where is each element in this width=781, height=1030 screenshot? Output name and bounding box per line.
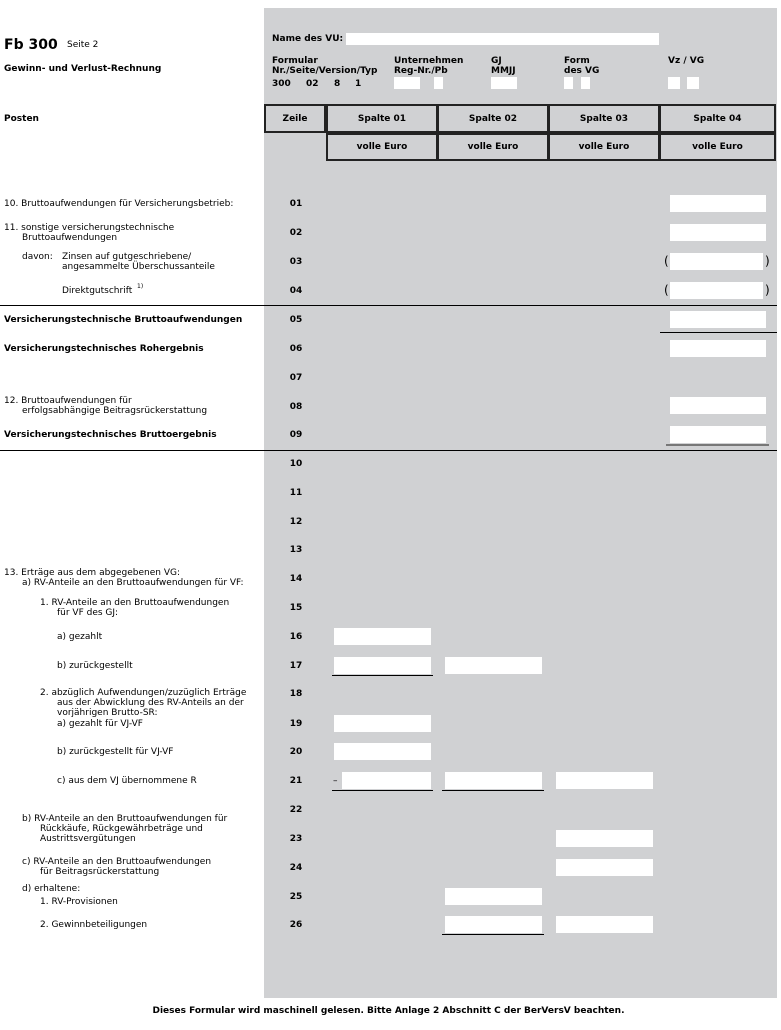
row-04-spalte-04[interactable] [670,282,763,299]
form-subtitle: Gewinn- und Verlust-Rechnung [4,64,162,74]
row-23-spalte-03[interactable] [556,830,653,847]
row-08-zeile: 08 [289,402,303,412]
row-05-underline [660,332,777,333]
unit-04-header: volle Euro [659,133,776,161]
row-25-zeile: 25 [289,892,303,902]
row-26-label: 2. Gewinnbeteiligungen [40,920,148,930]
row-12-zeile: 12 [289,517,303,527]
row-26-spalte-02[interactable] [445,916,542,933]
row-05-zeile: 05 [289,315,303,325]
row-21-zeile: 21 [289,776,303,786]
row-18-label3: vorjährigen Brutto-SR: [57,708,158,718]
row-03-label: Zinsen auf gutgeschriebene/ [62,252,192,262]
unternehmen-label: Unternehmen [394,56,464,66]
row-05-spalte-04[interactable] [670,311,766,328]
row-24-spalte-03[interactable] [556,859,653,876]
row-03-label2: angesammelte Überschussanteile [62,262,215,272]
form-code: Fb 300 [4,37,58,53]
row-20-label: b) zurückgestellt für VJ-VF [57,747,174,757]
row-02-spalte-04[interactable] [670,224,766,241]
row-16-spalte-01[interactable] [334,628,431,645]
row-09-zeile: 09 [289,430,303,440]
row-24-label: c) RV-Anteile an den Bruttoaufwendungen [22,857,212,867]
row-17-zeile: 17 [289,661,303,671]
row-04-label: Direktgutschrift [62,286,133,296]
row-06-spalte-04[interactable] [670,340,766,357]
row-17-underline [332,675,433,676]
formular-value-typ: 1 [355,79,362,89]
vz-label: Vz / VG [668,56,705,66]
row-17-spalte-02[interactable] [445,657,542,674]
row-19-label: a) gezahlt für VJ-VF [57,719,143,729]
row-04-paren-close: ) [765,283,770,297]
row-19-spalte-01[interactable] [334,715,431,732]
reg-nr-input[interactable] [394,77,420,89]
section-divider-1 [0,305,777,306]
row-21-underline-01 [332,790,433,791]
row-26-underline-02 [442,934,544,935]
row-06-label: Versicherungstechnisches Rohergebnis [4,344,204,354]
row-20-spalte-01[interactable] [334,743,431,760]
row-15-label2: für VF des GJ: [57,608,119,618]
row-03-paren-open: ( [664,254,669,268]
row-19-zeile: 19 [289,719,303,729]
row-15-zeile: 15 [289,603,303,613]
row-22-label3: Austrittsvergütungen [40,834,136,844]
unternehmen-sub: Reg-Nr./Pb [394,66,448,76]
row-03-zeile: 03 [289,257,303,267]
row-08-label2: erfolgsabhängige Beitragsrückerstattung [22,406,208,416]
row-21-spalte-01[interactable] [342,772,431,789]
unit-02-header: volle Euro [437,133,549,161]
row-23-zeile: 23 [289,834,303,844]
gj-input[interactable] [491,77,517,89]
spalte-03-header: Spalte 03 [548,104,660,133]
form-input-1[interactable] [564,77,573,89]
row-06-zeile: 06 [289,344,303,354]
unit-01-header: volle Euro [326,133,438,161]
row-26-spalte-03[interactable] [556,916,653,933]
vg-input[interactable] [687,77,699,89]
row-24-zeile: 24 [289,863,303,873]
form-input-2[interactable] [581,77,590,89]
row-05-label: Versicherungstechnische Bruttoaufwendungen [4,315,243,325]
gj-sub: MMJJ [491,66,516,76]
row-07-zeile: 07 [289,373,303,383]
row-22-label2: Rückkäufe, Rückgewährbeträge und [40,824,203,834]
row-21-spalte-03[interactable] [556,772,653,789]
row-20-zeile: 20 [289,747,303,757]
row-22-zeile: 22 [289,805,303,815]
row-03-prefix: davon: [22,252,53,262]
row-01-spalte-04[interactable] [670,195,766,212]
row-02-label: 11. sonstige versicherungstechnische [4,223,175,233]
row-22-label: b) RV-Anteile an den Bruttoaufwendungen für [22,814,228,824]
row-02-zeile: 02 [289,228,303,238]
spalte-04-header: Spalte 04 [659,104,776,133]
row-17-spalte-01[interactable] [334,657,431,674]
row-09-underline [666,444,769,446]
row-01-zeile: 01 [289,199,303,209]
row-21-spalte-02[interactable] [445,772,542,789]
unit-03-header: volle Euro [548,133,660,161]
formular-sub: Nr./Seite/Version/Typ [272,66,378,76]
row-14-label: 13. Erträge aus dem abgegebenen VG: [4,568,181,578]
form-label: Form [564,56,590,66]
form-sub: des VG [564,66,600,76]
vz-input[interactable] [668,77,680,89]
row-09-label: Versicherungstechnisches Bruttoergebnis [4,430,217,440]
row-16-label: a) gezahlt [57,632,103,642]
spalte-01-header: Spalte 01 [326,104,438,133]
gj-label: GJ [491,56,502,66]
row-18-zeile: 18 [289,689,303,699]
footer-note: Dieses Formular wird maschinell gelesen. Bitte Anlage 2 Abschnitt C der BerVersV beachten. [152,1006,625,1016]
section-divider-2 [0,450,777,451]
row-04-paren-open: ( [664,283,669,297]
row-14-zeile: 14 [289,574,303,584]
posten-header: Posten [4,114,39,124]
pb-input[interactable] [434,77,443,89]
row-04-zeile: 04 [289,286,303,296]
row-25-label2: 1. RV-Provisionen [40,897,118,907]
name-input[interactable] [346,33,659,45]
row-10-zeile: 10 [289,459,303,469]
row-03-spalte-04[interactable] [670,253,763,270]
row-15-label: 1. RV-Anteile an den Bruttoaufwendungen [40,598,230,608]
row-21-minus: – [333,776,338,786]
spalte-02-header: Spalte 02 [437,104,549,133]
formular-value-version: 8 [334,79,341,89]
row-09-spalte-04[interactable] [670,426,766,443]
row-01-label: 10. Bruttoaufwendungen für Versicherungsbetrieb: [4,199,234,209]
row-14-label2: a) RV-Anteile an den Bruttoaufwendungen für VF: [22,578,244,588]
row-25-spalte-02[interactable] [445,888,542,905]
row-24-label2: für Beitragsrückerstattung [40,867,160,877]
row-21-label: c) aus dem VJ übernommene R [57,776,197,786]
row-03-paren-close: ) [765,254,770,268]
row-26-zeile: 26 [289,920,303,930]
name-label: Name des VU: [272,34,344,44]
page-label: Seite 2 [67,40,99,50]
zeile-header: Zeile [264,104,326,133]
row-25-label: d) erhaltene: [22,884,81,894]
row-13-zeile: 13 [289,545,303,555]
row-21-underline-02 [442,790,544,791]
row-18-label: 2. abzüglich Aufwendungen/zuzüglich Erträge [40,688,247,698]
row-18-label2: aus der Abwicklung des RV-Anteils an der [57,698,244,708]
row-17-label: b) zurückgestellt [57,661,133,671]
row-04-footnote: 1) [137,283,144,290]
formular-value-seite: 02 [306,79,319,89]
row-02-label2: Bruttoaufwendungen [22,233,118,243]
formular-label: Formular [272,56,318,66]
formular-value-nr: 300 [272,79,291,89]
row-08-label: 12. Bruttoaufwendungen für [4,396,132,406]
row-16-zeile: 16 [289,632,303,642]
row-08-spalte-04[interactable] [670,397,766,414]
row-11-zeile: 11 [289,488,303,498]
